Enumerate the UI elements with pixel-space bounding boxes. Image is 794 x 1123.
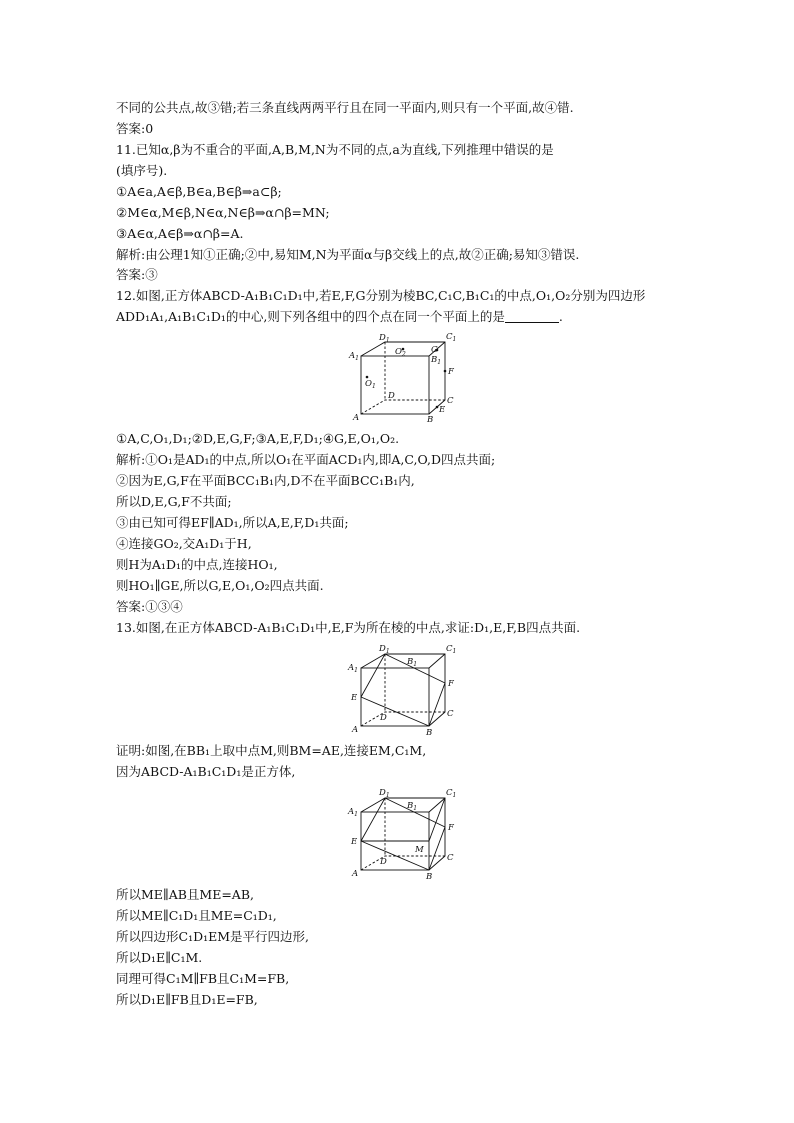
point-label-F: F <box>448 823 454 833</box>
analysis-line: 则HO₁∥GE,所以G,E,O₁,O₂四点共面. <box>116 578 324 593</box>
vertex-label-C1: $C_1$ <box>446 332 457 343</box>
analysis-line: 解析:①O₁是AD₁的中点,所以O₁在平面ACD₁内,即A,C,O,D四点共面; <box>116 452 496 467</box>
vertex-label-C1: $C_1$ <box>446 644 457 655</box>
vertex-label-D1: $D_1$ <box>379 644 390 655</box>
text-span: ADD₁A₁,A₁B₁C₁D₁的中心,则下列各组中的四个点在同一个平面上的是 <box>116 309 505 324</box>
point-label-M: M <box>415 845 424 855</box>
vertex-label-C: C <box>447 853 454 863</box>
point-label-F: F <box>448 679 454 689</box>
point-label-E: E <box>439 405 446 415</box>
vertex-label-C1: $C_1$ <box>446 788 457 799</box>
question-12: 12.如图,正方体ABCD-A₁B₁C₁D₁中,若E,F,G分别为棱BC,C₁C,B₁C₁的中点,O₁,O₂分别为四边形 <box>116 288 646 303</box>
proof-line: 所以四边形C₁D₁EM是平行四边形, <box>116 929 310 944</box>
option-line: ③A∈α,A∈β⇒α∩β=A. <box>116 226 244 241</box>
option-line: ①A∈a,A∈β,B∈a,B∈β⇒a⊂β; <box>116 184 282 199</box>
question-11: 11.已知α,β为不重合的平面,A,B,M,N为不同的点,a为直线,下列推理中错误的是 <box>116 142 554 157</box>
proof-line: 所以ME∥AB且ME=AB, <box>116 887 254 902</box>
point-label-O2: $O_2$ <box>395 347 406 358</box>
options-line: ①A,C,O₁,D₁;②D,E,G,F;③A,E,F,D₁;④G,E,O₁,O₂. <box>116 431 400 446</box>
point-label-O1: $O_1$ <box>365 379 376 390</box>
analysis-line: 解析:由公理1知①正确;②中,易知M,N为平面α与β交线上的点,故②正确;易知③错误. <box>116 247 580 262</box>
cube-figure-2 <box>345 642 455 736</box>
vertex-label-D1: $D_1$ <box>379 788 390 799</box>
vertex-label-A1: $A_1$ <box>348 807 358 818</box>
vertex-label-B: B <box>426 728 433 738</box>
option-line: ②M∈α,M∈β,N∈α,N∈β⇒α∩β=MN; <box>116 205 330 220</box>
vertex-label-A: A <box>353 413 360 423</box>
vertex-label-C: C <box>447 709 454 719</box>
text-line: ADD₁A₁,A₁B₁C₁D₁的中心,则下列各组中的四个点在同一个平面上的是 . <box>116 309 563 324</box>
vertex-label-A: A <box>352 869 359 879</box>
vertex-label-D1: $D_1$ <box>379 333 390 344</box>
vertex-label-B1: $B_1$ <box>407 657 418 668</box>
point-label-F: F <box>448 367 454 377</box>
vertex-label-A1: $A_1$ <box>348 663 358 674</box>
point-label-E: E <box>351 837 358 847</box>
vertex-label-D: D <box>380 713 387 723</box>
text-line: 不同的公共点,故③错;若三条直线两两平行且在同一平面内,则只有一个平面,故④错. <box>116 100 574 115</box>
analysis-line: 则H为A₁D₁的中点,连接HO₁, <box>116 557 278 572</box>
proof-line: 因为ABCD-A₁B₁C₁D₁是正方体, <box>116 764 296 779</box>
answer-line: 答案:③ <box>116 267 158 282</box>
text-line: (填序号). <box>116 163 168 178</box>
analysis-line: ②因为E,G,F在平面BCC₁B₁内,D不在平面BCC₁B₁内, <box>116 473 415 488</box>
proof-line: 同理可得C₁M∥FB且C₁M=FB, <box>116 971 290 986</box>
analysis-line: 所以D,E,G,F不共面; <box>116 494 232 509</box>
vertex-label-B1: $B_1$ <box>407 801 418 812</box>
answer-line: 答案:①③④ <box>116 599 183 614</box>
proof-line: 所以D₁E∥C₁M. <box>116 950 203 965</box>
vertex-label-B: B <box>426 872 433 882</box>
vertex-label-B: B <box>427 415 434 425</box>
vertex-label-C: C <box>447 396 454 406</box>
vertex-label-D: D <box>380 857 387 867</box>
question-13: 13.如图,在正方体ABCD-A₁B₁C₁D₁中,E,F为所在棱的中点,求证:D₁,E,F,B四点共面. <box>116 620 581 635</box>
vertex-label-A1: $A_1$ <box>349 351 359 362</box>
cube-figure-3 <box>345 786 455 880</box>
point-label-G: G <box>431 345 438 355</box>
answer-blank <box>505 310 559 323</box>
text-line: 答案:0 <box>116 121 154 136</box>
vertex-label-A: A <box>352 725 359 735</box>
cube-figure-1 <box>345 330 457 425</box>
proof-line: 证明:如图,在BB₁上取中点M,则BM=AE,连接EM,C₁M, <box>116 743 427 758</box>
proof-line: 所以D₁E∥FB且D₁E=FB, <box>116 992 258 1007</box>
analysis-line: ③由已知可得EF∥AD₁,所以A,E,F,D₁共面; <box>116 515 349 530</box>
proof-line: 所以ME∥C₁D₁且ME=C₁D₁, <box>116 908 277 923</box>
vertex-label-B1: $B_1$ <box>431 355 442 366</box>
analysis-line: ④连接GO₂,交A₁D₁于H, <box>116 536 252 551</box>
vertex-label-D: D <box>388 391 395 401</box>
point-label-E: E <box>351 693 358 703</box>
